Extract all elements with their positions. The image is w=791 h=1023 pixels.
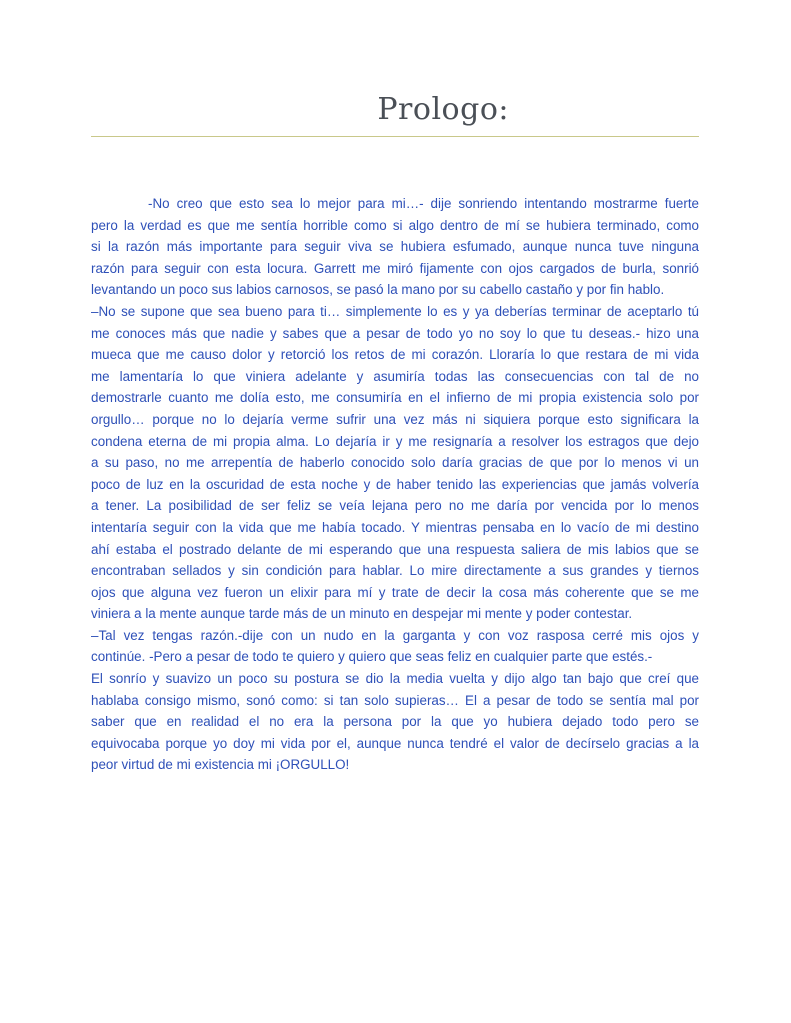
text-line: me conoces más que nadie y sabes que a pesar de todo yo no soy lo que tu deseas.- hizo una: [91, 325, 699, 341]
text-line: -No creo que esto sea lo mejor para mi…- dije sonriendo intentando mostrarme fuerte: [148, 196, 699, 211]
text-line: El sonrío y suavizo un poco su postura se dio la media vuelta y dijo algo tan bajo que creí que: [91, 671, 699, 687]
text-line: –No se supone que sea bueno para ti… simplemente lo es y ya deberías terminar de aceptarlo tú: [91, 303, 699, 319]
text-line: encontraban sellados y sin condición para hablar. Lo mire directamente a sus grandes y tiernos: [91, 563, 699, 579]
text-line: –Tal vez tengas razón.-dije con un nudo en la garganta y con voz rasposa cerré mis ojos y: [91, 627, 699, 643]
title-divider: [91, 136, 699, 137]
text-line: continúe. -Pero a pesar de todo te quiero y quiero que seas feliz en cualquier parte que estés.-: [91, 649, 653, 665]
text-line: intentaría seguir con la vida que me había tocado. Y mientras pensaba en lo vacío de mi destino: [91, 519, 699, 535]
text-line: equivocaba porque yo doy mi vida por el, aunque nunca tendré el valor de decírselo gracias a la: [91, 735, 699, 751]
text-line: a su paso, no me arrepentía de haberlo conocido solo daría gracias de que por lo menos vi un: [91, 455, 699, 471]
text-line: peor virtud de mi existencia mi ¡ORGULLO!: [91, 757, 350, 773]
text-line: poco de luz en la oscuridad de esta noche y de haber tenido las experiencias que jamás volvería: [91, 476, 699, 492]
text-line: mueca que me causo dolor y retorció los retos de mi corazón. Lloraría lo que restara de mi vida: [91, 347, 699, 363]
text-line: hablaba consigo mismo, sonó como: si tan solo supieras… El a pesar de todo se sentía mal por: [91, 692, 699, 708]
text-line: condena eterna de mi propia alma. Lo dejaría ir y me resignaría a resolver los estragos que dejo: [91, 433, 699, 449]
text-line: a tener. La posibilidad de ser feliz se veía lejana pero no me daría por vencida por lo menos: [91, 498, 699, 514]
text-line: demostrarle cuanto me dolía esto, me consumiría en el infierno de mi propia existencia solo por: [91, 390, 699, 406]
text-line: orgullo… porque no lo dejaría verme sufrir una vez más ni siquiera porque esto significara la: [91, 411, 699, 427]
text-line: me lamentaría lo que viniera adelante y asumiría todas las consecuencias con tal de no: [91, 368, 699, 384]
text-line: si la razón más importante para seguir viva se hubiera esfumado, aunque nunca tuve ninguna: [91, 239, 699, 255]
text-line: viniera a la mente aunque tarde más de un minuto en despejar mi mente y poder contestar.: [91, 606, 633, 622]
text-line: ojos que alguna vez fueron un elixir para mí y trate de decir la cosa más coherente que se me: [91, 584, 699, 600]
page-title: Prologo:: [377, 92, 509, 127]
text-line: saber que en realidad el no era la persona por la que yo hubiera dejado todo pero se: [91, 714, 699, 730]
text-line: ahí estaba el postrado delante de mi esperando que una respuesta saliera de mis labios que se: [91, 541, 699, 557]
prologue-body: [91, 193, 699, 776]
text-line: razón para seguir con esta locura. Garrett me miró fijamente con ojos cargados de burla, sonrió: [91, 260, 699, 276]
text-line: pero la verdad es que me sentía horrible como si algo dentro de mí se hubiera terminado, como: [91, 217, 699, 233]
text-line: levantando un poco sus labios carnosos, se pasó la mano por su cabello castaño y por fin hablo.: [91, 282, 665, 298]
